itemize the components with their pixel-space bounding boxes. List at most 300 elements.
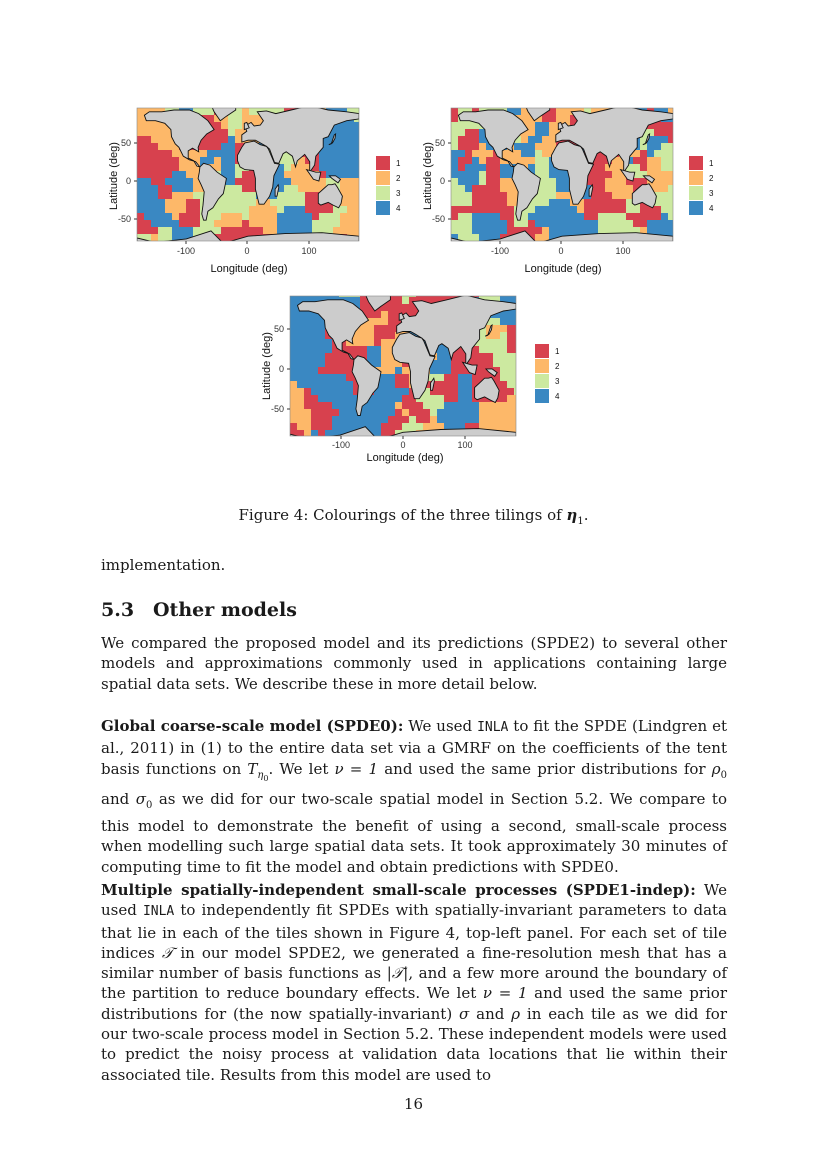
tile-cell [654,129,662,137]
tile-cell [193,185,201,193]
y-axis-title: Latitude (deg) [422,142,434,210]
tile-cell [290,423,298,431]
tile-cell [549,185,557,193]
tile-cell [290,430,298,438]
tile-cell [214,227,222,235]
tile-cell [277,206,285,214]
tile-cell [444,381,452,389]
tile-cell [347,248,355,256]
tile-cell [493,171,501,179]
tile-cell [207,241,215,249]
tile-cell [486,409,494,417]
tile-cell [242,178,250,186]
tile-cell [214,101,222,109]
tile-cell [165,150,173,158]
tile-cell [311,423,319,431]
tile-cell [500,395,508,403]
tile-cell [458,241,466,249]
tile-cell [298,94,306,102]
tile-cell [479,367,487,375]
tile-cell [325,374,333,382]
tile-cell [137,164,145,172]
tile-cell [619,178,627,186]
tile-cell [333,150,341,158]
tile-cell [284,185,292,193]
tile-cell [542,157,550,165]
tile-cell [458,178,466,186]
tile-cell [521,157,529,165]
tile-cell [479,227,487,235]
tile-cell [514,353,522,361]
tile-cell [228,129,236,137]
tile-cell [347,199,355,207]
tile-cell [535,94,543,102]
tile-cell [479,199,487,207]
tile-cell [339,402,347,410]
tile-cell [311,360,319,368]
tile-cell [451,94,459,102]
tile-cell [500,353,508,361]
tile-cell [458,227,466,235]
tile-cell [521,248,529,256]
tile-cell [458,416,466,424]
tile-cell [297,290,305,298]
x-tick-label: 100 [615,246,631,256]
tile-cell [451,241,459,249]
tile-cell [486,199,494,207]
tile-cell [493,416,501,424]
tile-cell [339,374,347,382]
tile-cell [542,164,550,172]
tile-cell [556,220,564,228]
tile-cell [605,206,613,214]
tile-cell [647,101,655,109]
tile-cell [605,101,613,109]
tile-cell [367,444,375,452]
tile-cell [137,248,145,256]
tile-cell [172,178,180,186]
tile-cell [409,416,417,424]
tile-cell [311,283,319,291]
tile-cell [402,409,410,417]
tile-cell [423,444,431,452]
tile-cell [193,227,201,235]
tile-cell [395,374,403,382]
tile-cell [263,101,271,109]
tile-cell [395,402,403,410]
tile-cell [172,94,180,102]
tile-cell [297,388,305,396]
tile-cell [444,290,452,298]
tile-cell [451,178,459,186]
tile-cell [297,423,305,431]
tile-cell [200,108,208,116]
tile-cell [668,143,676,151]
tile-cell [458,402,466,410]
tile-cell [472,178,480,186]
tile-cell [179,94,187,102]
tile-cell [137,171,145,179]
tile-cell [465,136,473,144]
tile-cell [472,353,480,361]
tile-cell [542,227,550,235]
legend [689,156,714,215]
tile-cell [479,150,487,158]
tile-cell [549,122,557,130]
tile-cell [325,416,333,424]
tile-cell [507,395,515,403]
caption-suffix: . [583,506,589,524]
paragraph-intro: We compared the proposed model and its predictions (SPDE2) to several other models and approximations commonly used in applications containing large spatial data sets. We describe these in more detail below. [101,634,727,693]
tile-cell [661,241,669,249]
tile-cell [290,360,298,368]
tile-cell [151,178,159,186]
tile-cell [144,164,152,172]
tile-cell [556,213,564,221]
tile-cell [311,353,319,361]
tile-cell [598,157,606,165]
tile-cell [584,94,592,102]
tile-cell [228,115,236,123]
tile-cell [479,101,487,109]
tile-cell [661,157,669,165]
tile-cell [423,409,431,417]
tile-cell [451,227,459,235]
tile-cell [479,164,487,172]
tile-cell [493,409,501,417]
tile-cell [332,283,340,291]
tile-cell [451,171,459,179]
tile-cell [500,423,508,431]
tile-cell [493,94,501,102]
tile-cell [500,192,508,200]
tile-cell [374,318,382,326]
tile-cell [486,206,494,214]
tile-cell [458,157,466,165]
tile-cell [290,381,298,389]
tile-cell [598,213,606,221]
tile-cell [402,388,410,396]
tile-cell [437,409,445,417]
tile-cell [347,164,355,172]
tile-cell [326,164,334,172]
tile-cell [423,437,431,445]
tile-cell [339,360,347,368]
tile-cell [367,353,375,361]
tile-cell [465,220,473,228]
tile-cell [284,157,292,165]
tile-cell [479,346,487,354]
tile-cell [340,185,348,193]
tile-cell [137,241,145,249]
tile-cell [326,220,334,228]
tile-cell [542,185,550,193]
tile-cell [277,220,285,228]
tile-cell [137,101,145,109]
tile-cell [249,206,257,214]
tile-cell [668,206,676,214]
tile-cell [228,227,236,235]
tile-cell [528,157,536,165]
tile-cell [374,416,382,424]
tile-cell [668,220,676,228]
tile-cell [235,220,243,228]
tile-cell [507,423,515,431]
tile-cell [493,213,501,221]
tile-cell [507,346,515,354]
tile-cell [640,94,648,102]
tile-cell [151,164,159,172]
tile-cell [416,409,424,417]
tile-cell [256,241,264,249]
tile-cell [542,94,550,102]
tile-cell [507,332,515,340]
tile-cell [458,353,466,361]
tile-cell [479,444,487,452]
paragraph-lead: Global coarse-scale model (SPDE0): [101,717,404,735]
tile-cell [158,164,166,172]
tile-cell [563,115,571,123]
tile-cell [416,437,424,445]
tile-cell [284,213,292,221]
tile-cell [493,185,501,193]
tile-cell [528,101,536,109]
tile-cell [137,220,145,228]
tile-cell [311,367,319,375]
tile-cell [374,437,382,445]
y-tick-label: 50 [434,138,445,148]
tile-cell [437,353,445,361]
tile-cell [339,395,347,403]
tile-cell [465,122,473,130]
tile-cell [347,136,355,144]
tile-cell [137,94,145,102]
tile-cell [388,283,396,291]
tile-cell [311,374,319,382]
tile-cell [668,171,676,179]
tile-cell [304,360,312,368]
tile-cell [472,94,480,102]
tile-cell [318,437,326,445]
tile-cell [521,213,529,221]
tile-cell [437,283,445,291]
tile-cell [235,171,243,179]
tile-cell [297,437,305,445]
tile-cell [570,241,578,249]
tile-cell [297,353,305,361]
tile-cell [514,108,522,116]
tile-cell [193,220,201,228]
tile-cell [451,185,459,193]
tile-cell [388,437,396,445]
tile-cell [661,171,669,179]
legend-swatch-2 [376,171,390,185]
tile-cell [151,220,159,228]
tile-cell [409,423,417,431]
legend-label: 4 [709,204,714,213]
tile-cell [668,157,676,165]
tile-cell [430,416,438,424]
tile-cell [339,409,347,417]
tile-cell [507,94,515,102]
tile-cell [256,206,264,214]
tile-cell [235,213,243,221]
tile-cell [221,101,229,109]
tile-cell [165,206,173,214]
tile-cell [500,402,508,410]
tile-cell [347,171,355,179]
tile-cell [458,136,466,144]
tile-cell [528,248,536,256]
tile-cell [235,178,243,186]
tile-cell [158,171,166,179]
tile-cell [654,213,662,221]
tile-cell [626,101,634,109]
y-tick-label: 0 [278,364,284,374]
tile-cell [668,192,676,200]
tile-cell [290,388,298,396]
tile-cell [605,199,613,207]
tile-cell [242,192,250,200]
tile-cell [137,192,145,200]
tile-cell [486,185,494,193]
tile-cell [647,220,655,228]
tile-cell [353,346,361,354]
tile-cell [479,402,487,410]
tile-cell [535,248,543,256]
tile-cell [346,395,354,403]
tile-cell [430,437,438,445]
tile-cell [228,192,236,200]
tile-cell [549,115,557,123]
tile-cell [500,94,508,102]
tile-cell [619,206,627,214]
tile-cell [437,416,445,424]
tile-cell [256,213,264,221]
tile-cell [633,213,641,221]
tile-cell [214,94,222,102]
tile-cell [584,241,592,249]
tile-cell [633,101,641,109]
tile-cell [444,395,452,403]
tile-cell [549,101,557,109]
tile-cell [311,437,319,445]
tile-cell [325,395,333,403]
tile-cell [395,388,403,396]
tile-cell [612,185,620,193]
tile-cell [605,178,613,186]
tile-cell [340,178,348,186]
tile-cell [367,325,375,333]
tile-cell [374,346,382,354]
tile-cell [514,318,522,326]
tile-cell [654,220,662,228]
tile-cell [479,192,487,200]
tile-cell [270,213,278,221]
tile-cell [521,94,529,102]
tile-cell [144,150,152,158]
tile-cell [297,367,305,375]
tile-cell [381,416,389,424]
tile-cell [465,129,473,137]
tile-cell [353,416,361,424]
tile-cell [304,346,312,354]
tile-cell [319,94,327,102]
tile-cell [493,192,501,200]
tile-cell [388,381,396,389]
tile-cell [374,311,382,319]
x-axis-title: Longitude (deg) [210,263,288,275]
tile-cell [297,374,305,382]
tile-cell [472,150,480,158]
x-tick-label: 0 [244,246,250,256]
tile-cell [416,290,424,298]
tile-cell [333,143,341,151]
tile-cell [172,199,180,207]
y-tick-label: 50 [120,138,131,148]
tile-cell [158,248,166,256]
tile-cell [354,171,362,179]
tile-cell [423,423,431,431]
map-panel-top-left [108,94,401,275]
tile-cell [500,409,508,417]
tile-cell [346,360,354,368]
tile-cell [374,353,382,361]
tile-cell [333,241,341,249]
tile-cell [214,241,222,249]
tile-cell [214,206,222,214]
tile-cell [340,157,348,165]
tile-cell [542,199,550,207]
tile-cell [437,437,445,445]
tile-cell [346,402,354,410]
tile-cell [486,94,494,102]
tile-cell [577,227,585,235]
tile-cell [340,143,348,151]
tile-cell [228,178,236,186]
tile-cell [542,192,550,200]
tile-cell [381,430,389,438]
tile-cell [451,374,459,382]
tile-cell [304,430,312,438]
tile-cell [318,409,326,417]
tile-cell [451,283,459,291]
tile-cell [242,185,250,193]
tile-cell [514,346,522,354]
tile-cell [332,367,340,375]
tile-cell [151,129,159,137]
tile-cell [500,388,508,396]
tile-cell [290,444,298,452]
tile-cell [598,248,606,256]
tile-cell [165,199,173,207]
tile-cell [354,122,362,130]
tile-cell [221,220,229,228]
tile-cell [360,297,368,305]
tile-cell [144,220,152,228]
tile-cell [291,101,299,109]
tile-cell [612,94,620,102]
tile-cell [144,227,152,235]
tile-cell [228,143,236,151]
tile-cell [311,395,319,403]
tile-cell [472,409,480,417]
tile-cell [451,381,459,389]
tile-cell [395,381,403,389]
tile-cell [214,136,222,144]
tile-cell [577,206,585,214]
tile-cell [661,220,669,228]
